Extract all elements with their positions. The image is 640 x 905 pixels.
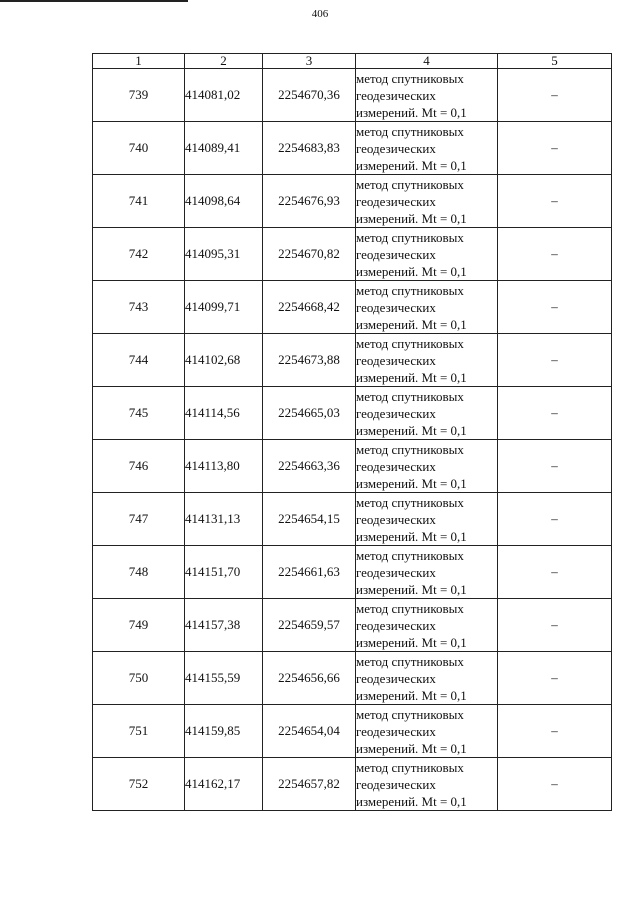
method-cell: метод спутниковых геодезических измерений. Mt = 0,1	[356, 758, 498, 811]
y-coordinate-cell: 2254676,93	[263, 175, 356, 228]
table-row	[93, 122, 612, 175]
y-coordinate-cell: 2254670,82	[263, 228, 356, 281]
x-coordinate-cell: 414159,85	[185, 705, 263, 758]
method-cell: метод спутниковых геодезических измерений. Mt = 0,1	[356, 69, 498, 122]
x-coordinate-cell: 414131,13	[185, 493, 263, 546]
note-cell: –	[498, 281, 612, 334]
coordinates-table	[92, 53, 612, 811]
table-row	[93, 387, 612, 440]
y-coordinate-cell: 2254668,42	[263, 281, 356, 334]
point-number-cell: 750	[93, 652, 185, 705]
point-number-cell: 740	[93, 122, 185, 175]
point-number-cell: 748	[93, 546, 185, 599]
point-number-cell: 742	[93, 228, 185, 281]
table-row	[93, 705, 612, 758]
note-cell: –	[498, 334, 612, 387]
x-coordinate-cell: 414099,71	[185, 281, 263, 334]
method-cell: метод спутниковых геодезических измерений. Mt = 0,1	[356, 228, 498, 281]
note-cell: –	[498, 758, 612, 811]
table-row	[93, 69, 612, 122]
table-row	[93, 175, 612, 228]
header-col-3: 3	[263, 54, 356, 69]
method-cell: метод спутниковых геодезических измерений. Mt = 0,1	[356, 175, 498, 228]
table-body	[93, 69, 612, 811]
x-coordinate-cell: 414102,68	[185, 334, 263, 387]
point-number-cell: 739	[93, 69, 185, 122]
y-coordinate-cell: 2254654,15	[263, 493, 356, 546]
header-col-4: 4	[356, 54, 498, 69]
x-coordinate-cell: 414098,64	[185, 175, 263, 228]
point-number-cell: 747	[93, 493, 185, 546]
x-coordinate-cell: 414081,02	[185, 69, 263, 122]
y-coordinate-cell: 2254665,03	[263, 387, 356, 440]
note-cell: –	[498, 599, 612, 652]
y-coordinate-cell: 2254657,82	[263, 758, 356, 811]
method-cell: метод спутниковых геодезических измерений. Mt = 0,1	[356, 705, 498, 758]
x-coordinate-cell: 414113,80	[185, 440, 263, 493]
method-cell: метод спутниковых геодезических измерений. Mt = 0,1	[356, 493, 498, 546]
x-coordinate-cell: 414089,41	[185, 122, 263, 175]
header-col-5: 5	[498, 54, 612, 69]
table-row	[93, 440, 612, 493]
note-cell: –	[498, 175, 612, 228]
header-col-2: 2	[185, 54, 263, 69]
x-coordinate-cell: 414162,17	[185, 758, 263, 811]
point-number-cell: 744	[93, 334, 185, 387]
method-cell: метод спутниковых геодезических измерений. Mt = 0,1	[356, 387, 498, 440]
table-row	[93, 652, 612, 705]
method-cell: метод спутниковых геодезических измерений. Mt = 0,1	[356, 546, 498, 599]
method-cell: метод спутниковых геодезических измерений. Mt = 0,1	[356, 652, 498, 705]
note-cell: –	[498, 652, 612, 705]
y-coordinate-cell: 2254659,57	[263, 599, 356, 652]
y-coordinate-cell: 2254670,36	[263, 69, 356, 122]
table-row	[93, 493, 612, 546]
table-row	[93, 599, 612, 652]
point-number-cell: 751	[93, 705, 185, 758]
y-coordinate-cell: 2254654,04	[263, 705, 356, 758]
x-coordinate-cell: 414151,70	[185, 546, 263, 599]
x-coordinate-cell: 414114,56	[185, 387, 263, 440]
method-cell: метод спутниковых геодезических измерений. Mt = 0,1	[356, 122, 498, 175]
page-number: 406	[311, 8, 329, 20]
point-number-cell: 745	[93, 387, 185, 440]
note-cell: –	[498, 387, 612, 440]
x-coordinate-cell: 414155,59	[185, 652, 263, 705]
table-row	[93, 228, 612, 281]
table-row	[93, 546, 612, 599]
method-cell: метод спутниковых геодезических измерений. Mt = 0,1	[356, 599, 498, 652]
point-number-cell: 746	[93, 440, 185, 493]
note-cell: –	[498, 122, 612, 175]
method-cell: метод спутниковых геодезических измерений. Mt = 0,1	[356, 281, 498, 334]
header-row	[93, 54, 612, 69]
x-coordinate-cell: 414095,31	[185, 228, 263, 281]
top-rule	[0, 0, 188, 2]
point-number-cell: 749	[93, 599, 185, 652]
table-row	[93, 758, 612, 811]
y-coordinate-cell: 2254673,88	[263, 334, 356, 387]
y-coordinate-cell: 2254663,36	[263, 440, 356, 493]
note-cell: –	[498, 546, 612, 599]
note-cell: –	[498, 493, 612, 546]
table-row	[93, 334, 612, 387]
y-coordinate-cell: 2254661,63	[263, 546, 356, 599]
table-header	[93, 54, 612, 69]
point-number-cell: 741	[93, 175, 185, 228]
note-cell: –	[498, 69, 612, 122]
note-cell: –	[498, 440, 612, 493]
note-cell: –	[498, 228, 612, 281]
note-cell: –	[498, 705, 612, 758]
point-number-cell: 752	[93, 758, 185, 811]
y-coordinate-cell: 2254656,66	[263, 652, 356, 705]
point-number-cell: 743	[93, 281, 185, 334]
method-cell: метод спутниковых геодезических измерений. Mt = 0,1	[356, 440, 498, 493]
x-coordinate-cell: 414157,38	[185, 599, 263, 652]
method-cell: метод спутниковых геодезических измерений. Mt = 0,1	[356, 334, 498, 387]
header-col-1: 1	[93, 54, 185, 69]
table-row	[93, 281, 612, 334]
y-coordinate-cell: 2254683,83	[263, 122, 356, 175]
